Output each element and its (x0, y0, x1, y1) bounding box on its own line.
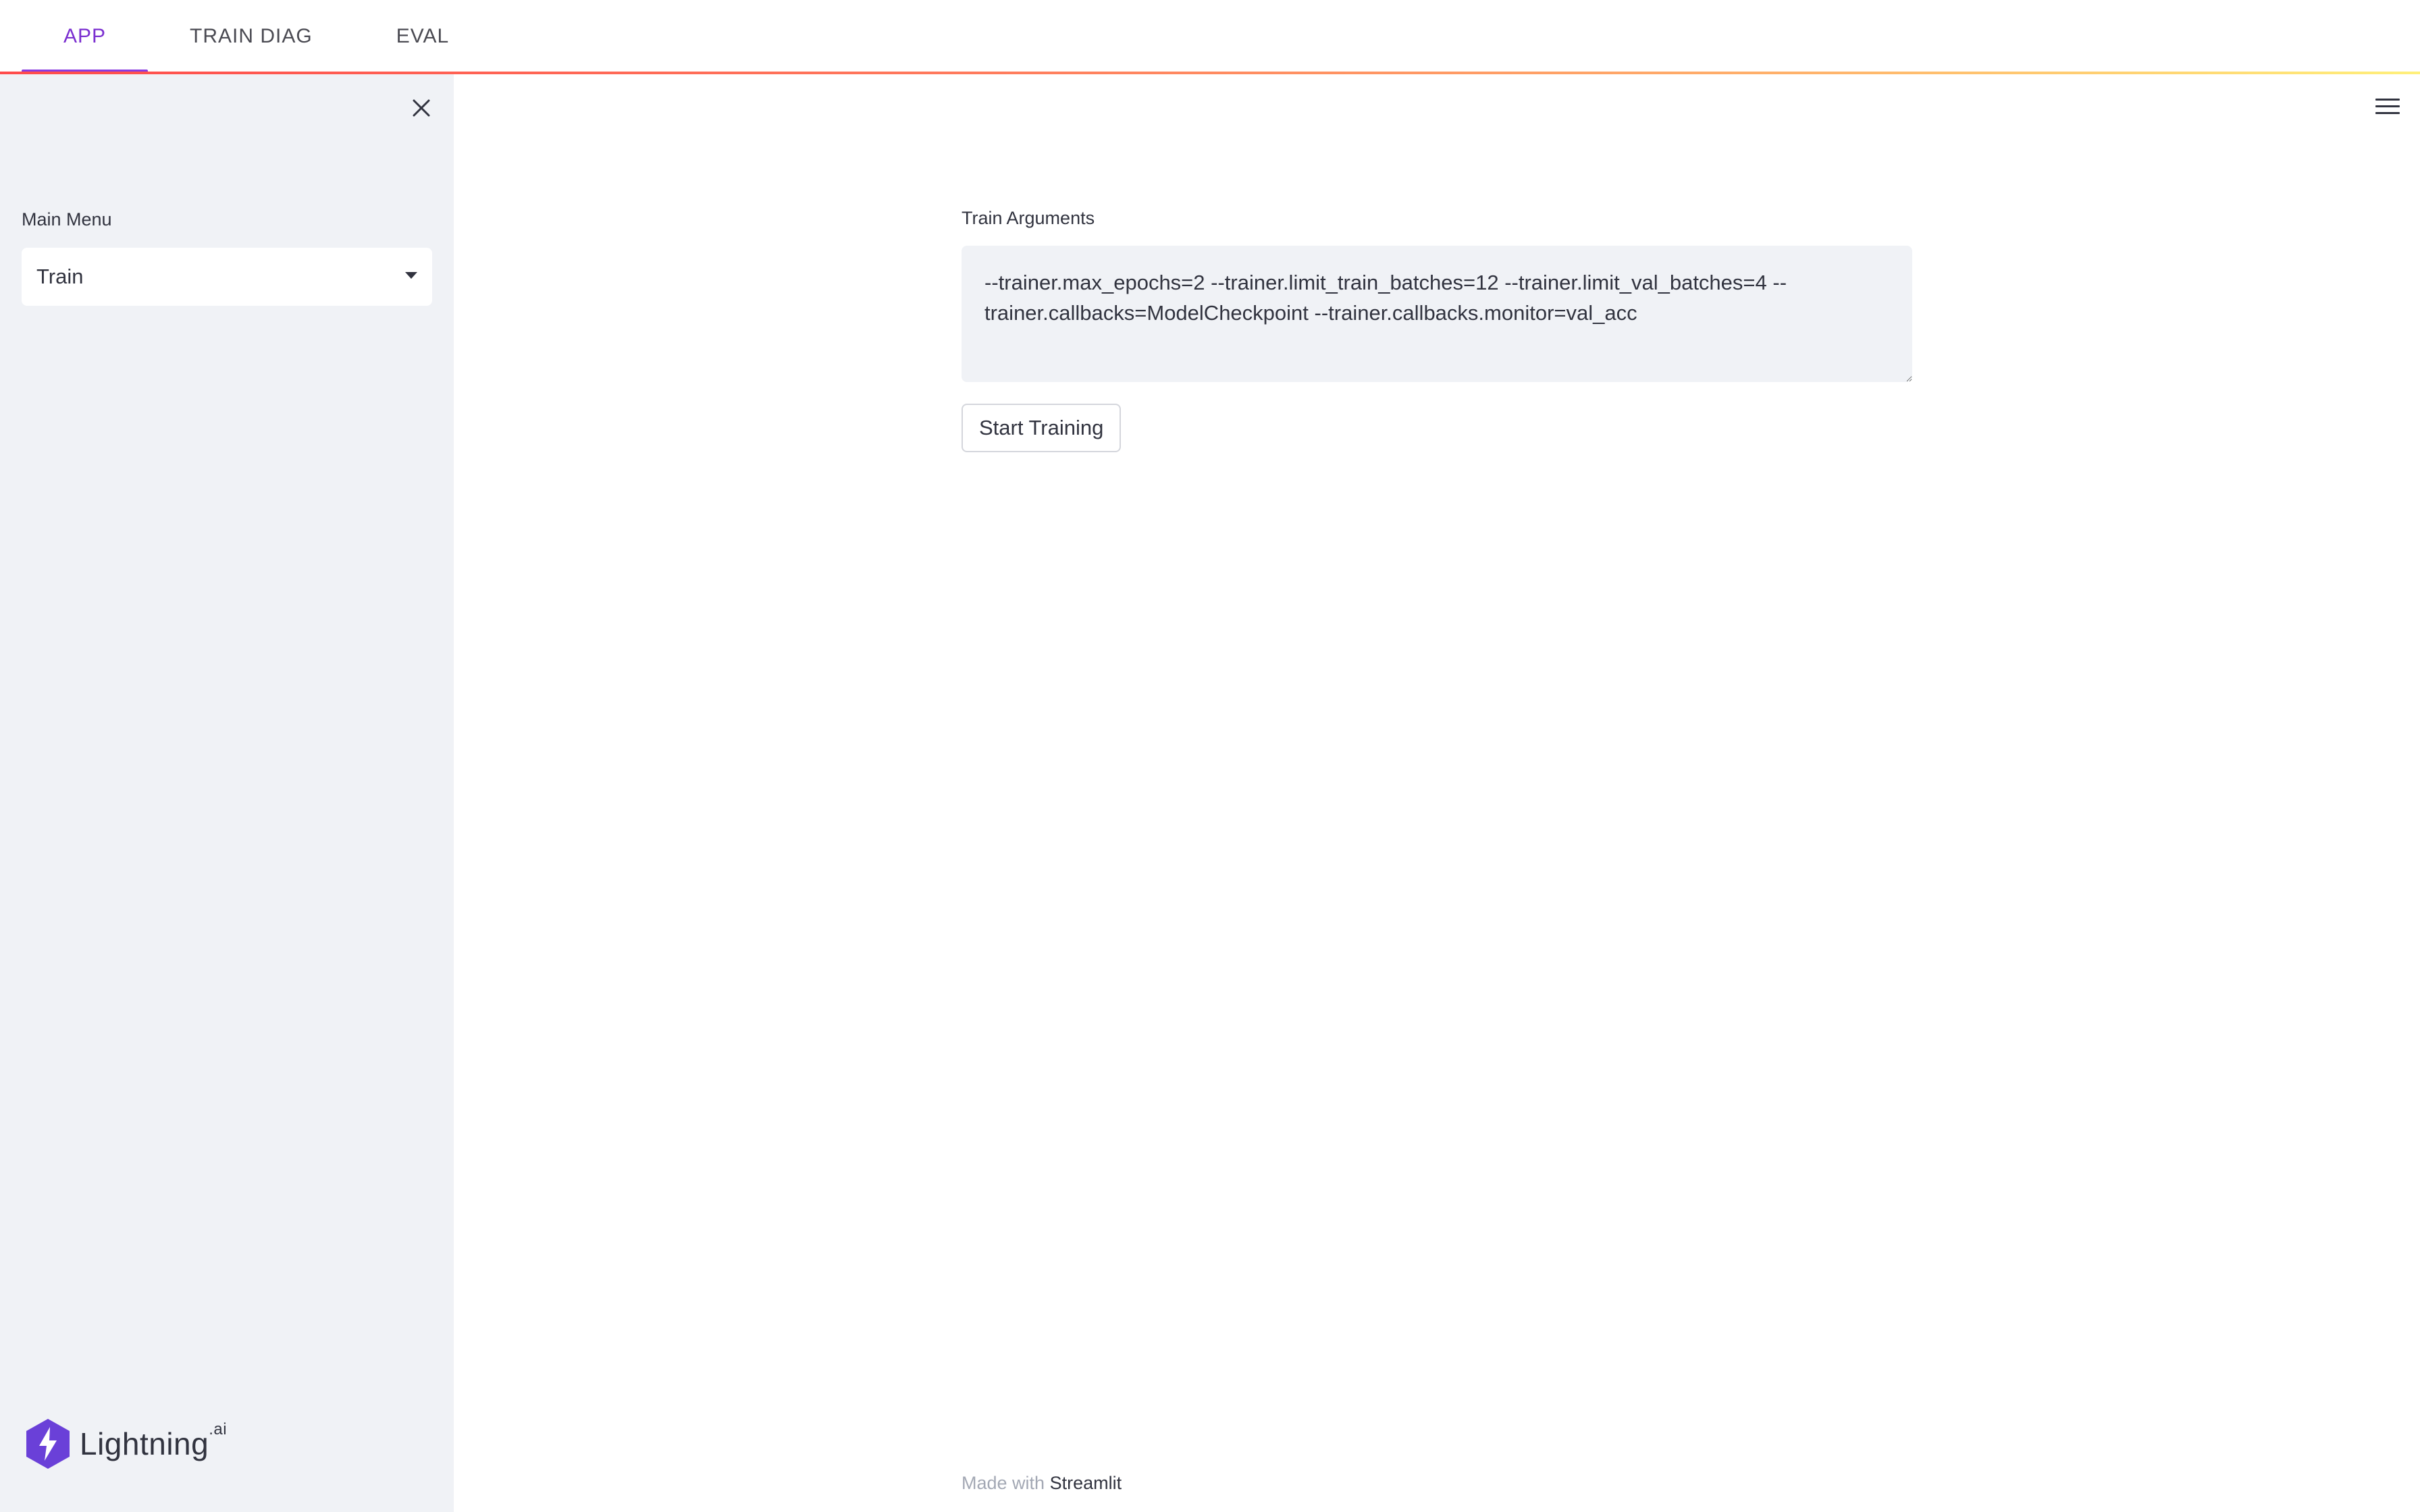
caret-down-icon (405, 272, 417, 279)
tab-app-label: APP (63, 25, 107, 47)
main-menu-button[interactable] (2375, 99, 2400, 117)
tab-app[interactable] (22, 0, 148, 73)
lightning-brand[interactable] (24, 1418, 227, 1470)
hamburger-line (2375, 105, 2400, 107)
streamlit-link[interactable]: Streamlit (1049, 1473, 1122, 1493)
sidebar (0, 74, 454, 1512)
train-arguments-textarea[interactable] (962, 246, 1912, 382)
main-menu-selected-value: Train (36, 265, 84, 288)
brand-name (80, 1420, 228, 1462)
footer (962, 1473, 1122, 1494)
tab-train-diag[interactable] (148, 0, 354, 73)
tab-eval-label: EVAL (396, 25, 450, 47)
train-arguments-label: Train Arguments (962, 208, 1095, 228)
close-sidebar-button[interactable] (408, 94, 435, 122)
tab-eval[interactable] (354, 0, 492, 73)
tab-train-diag-label: TRAIN DIAG (190, 25, 313, 47)
brand-name-text: Lightning (80, 1426, 209, 1461)
brand-suffix: .ai (209, 1420, 228, 1438)
tab-list (22, 0, 491, 73)
hamburger-menu-icon (2375, 99, 2400, 101)
hamburger-line (2375, 112, 2400, 114)
start-training-button[interactable]: Start Training (962, 404, 1121, 452)
main-menu-select[interactable] (22, 248, 432, 306)
lightning-logo-icon (24, 1418, 72, 1470)
top-tab-bar (0, 0, 2420, 74)
footer-prefix: Made with (962, 1473, 1045, 1493)
close-icon (412, 99, 431, 117)
main-menu-label: Main Menu (22, 209, 112, 230)
